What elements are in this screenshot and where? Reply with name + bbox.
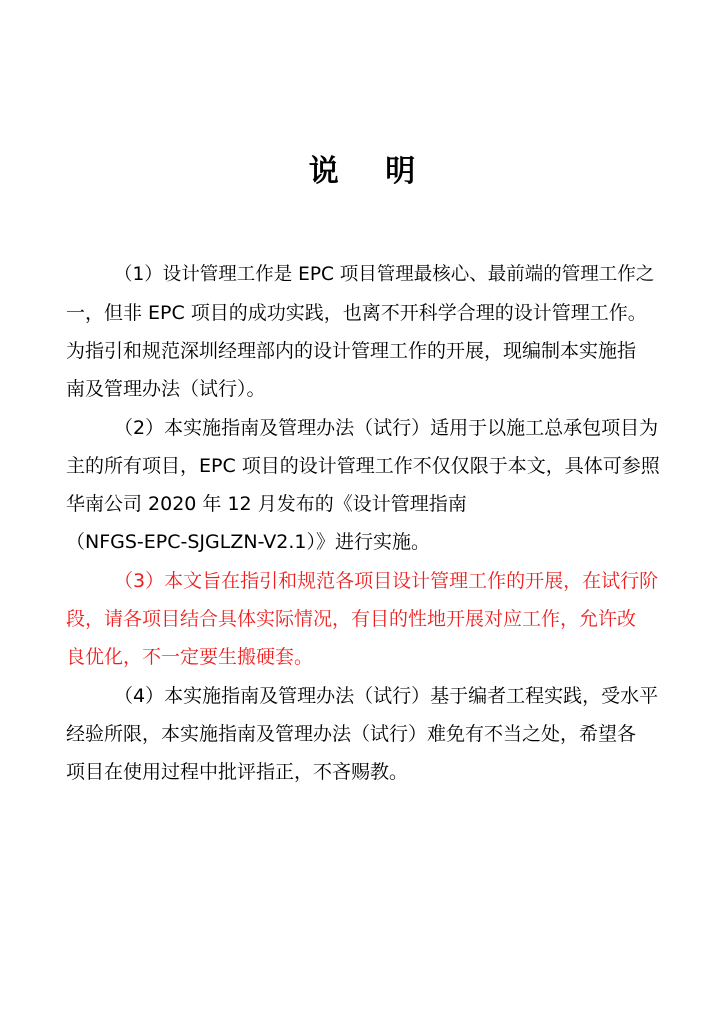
paragraph-2-line-2: 主的所有项目，EPC 项目的设计管理工作不仅仅限于本文，具体可参照 — [66, 455, 660, 477]
paragraph-1-line-3: 为指引和规范深圳经理部内的设计管理工作的开展，现编制本实施指 — [66, 340, 637, 362]
paragraph-1-line-2: 一，但非 EPC 项目的成功实践，也离不开科学合理的设计管理工作。 — [66, 302, 647, 324]
paragraph-4-line-2: 经验所限，本实施指南及管理办法（试行）难免有不当之处，希望各 — [66, 723, 637, 745]
paragraph-1-line-1: （1）设计管理工作是 EPC 项目管理最核心、最前端的管理工作之 — [114, 264, 655, 285]
paragraph-2-line-1: （2）本实施指南及管理办法（试行）适用于以施工总承包项目为 — [114, 417, 659, 439]
paragraph-2-line-3: 华南公司 2020 年 12 月发布的《设计管理指南 — [66, 493, 467, 515]
paragraph-4-line-1: （4）本实施指南及管理办法（试行）基于编者工程实践，受水平 — [114, 685, 659, 707]
page-title: 说 明 — [308, 154, 434, 189]
paragraph-3-line-2: 段，请各项目结合具体实际情况，有目的性地开展对应工作，允许改 — [66, 608, 637, 630]
paragraph-2-line-4: （NFGS-EPC-SJGLZN-V2.1）》进行实施。 — [66, 531, 431, 553]
paragraph-3-line-1: （3）本文旨在指引和规范各项目设计管理工作的开展，在试行阶 — [114, 570, 659, 592]
paragraph-3-line-3: 良优化，不一定要生搬硬套。 — [66, 646, 314, 668]
paragraph-4-line-3: 项目在使用过程中批评指正，不吝赐教。 — [66, 761, 409, 783]
paragraph-1-line-4: 南及管理办法（试行）。 — [66, 378, 266, 400]
